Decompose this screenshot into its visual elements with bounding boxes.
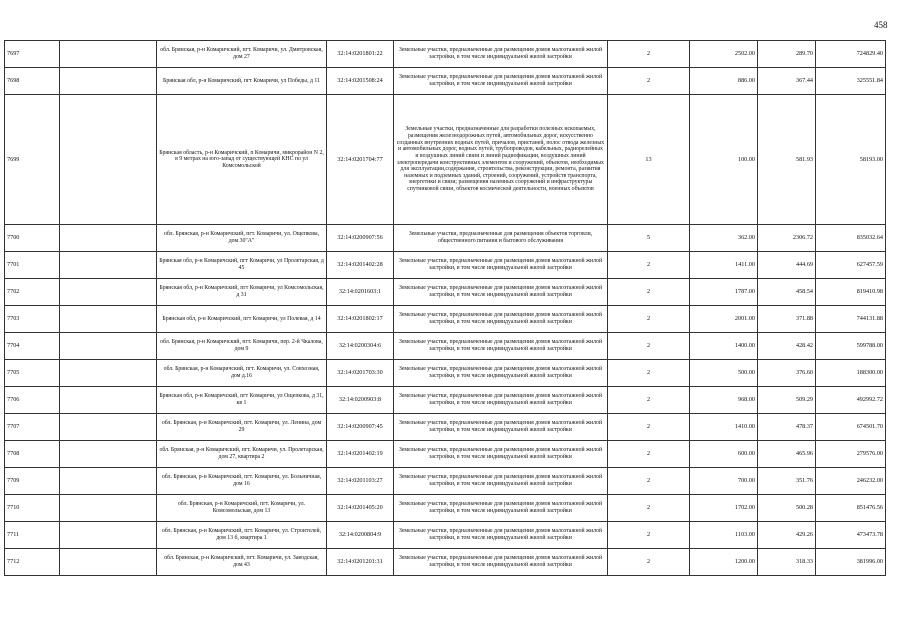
row-number: 7704 — [5, 333, 60, 360]
unit-price: 509.29 — [758, 387, 816, 414]
row-number: 7710 — [5, 495, 60, 522]
address-cell: Брянская обл, р-н Комаричский, пгт Комаричи, ул Комсомольская, д 31 — [157, 279, 327, 306]
land-use-type: Земельные участки, предназначенные для размещения объектов торговли, общественного питания и бытового обслуживания — [394, 225, 608, 252]
group-code: 2 — [608, 68, 690, 95]
blank-cell — [60, 68, 157, 95]
land-use-type: Земельные участки, предназначенные для размещения домов малоэтажной жилой застройки, в том числе индивидуальной жилой застройки — [394, 414, 608, 441]
area-value: 100.00 — [690, 95, 758, 225]
group-code: 2 — [608, 387, 690, 414]
blank-cell — [60, 225, 157, 252]
blank-cell — [60, 522, 157, 549]
blank-cell — [60, 468, 157, 495]
unit-price: 371.88 — [758, 306, 816, 333]
unit-price: 367.44 — [758, 68, 816, 95]
row-number: 7706 — [5, 387, 60, 414]
address-cell: обл. Брянская, р-н Комаричский, пгт. Комаричи, ул. Больничная, дом 16 — [157, 468, 327, 495]
cadastral-number: 32:14:0201703:30 — [327, 360, 394, 387]
area-value: 500.00 — [690, 360, 758, 387]
cadastral-value: 744131.88 — [816, 306, 886, 333]
group-code: 2 — [608, 306, 690, 333]
address-cell: обл. Брянская, р-н Комаричский, пгт. Комаричи, ул. Совхозная, дом д.16 — [157, 360, 327, 387]
table-row — [5, 68, 886, 95]
table-row — [5, 414, 886, 441]
land-use-type: Земельные участки, предназначенные для размещения домов малоэтажной жилой застройки, в том числе индивидуальной жилой застройки — [394, 522, 608, 549]
area-value: 700.00 — [690, 468, 758, 495]
group-code: 2 — [608, 441, 690, 468]
cadastral-value: 599788.00 — [816, 333, 886, 360]
group-code: 2 — [608, 522, 690, 549]
cadastral-number: 32:14:0201802:17 — [327, 306, 394, 333]
cadastral-value: 188300.00 — [816, 360, 886, 387]
cadastral-number: 32:14:0200907:45 — [327, 414, 394, 441]
cadastral-value: 279576.00 — [816, 441, 886, 468]
row-number: 7707 — [5, 414, 60, 441]
cadastral-value: 835032.64 — [816, 225, 886, 252]
group-code: 2 — [608, 360, 690, 387]
table-row — [5, 495, 886, 522]
row-number: 7702 — [5, 279, 60, 306]
area-value: 1787.00 — [690, 279, 758, 306]
area-value: 1411.00 — [690, 252, 758, 279]
cadastral-value: 724829.40 — [816, 41, 886, 68]
cadastral-number: 32:14:0201201:31 — [327, 549, 394, 576]
land-use-type: Земельные участки, предназначенные для размещения домов малоэтажной жилой застройки, в том числе индивидуальной жилой застройки — [394, 252, 608, 279]
unit-price: 478.37 — [758, 414, 816, 441]
cadastral-number: 32:14:0200907:56 — [327, 225, 394, 252]
area-value: 1200.00 — [690, 549, 758, 576]
blank-cell — [60, 549, 157, 576]
area-value: 2001.00 — [690, 306, 758, 333]
table-row — [5, 95, 886, 225]
address-cell: обл. Брянская, р-н Комаричский, пгт. Комаричи, ул. Ощепкова, дом 30"А" — [157, 225, 327, 252]
cadastral-value: 473473.78 — [816, 522, 886, 549]
row-number: 7699 — [5, 95, 60, 225]
blank-cell — [60, 495, 157, 522]
address-cell: Брянская обл, р-н Комаричский, пгт Комаричи, ул Полевая, д 14 — [157, 306, 327, 333]
cadastral-value: 381996.00 — [816, 549, 886, 576]
cadastral-number: 32:14:0201402:19 — [327, 441, 394, 468]
table-row — [5, 441, 886, 468]
address-cell: обл. Брянская, р-н Комаричский, пгт. Комаричи, пер. 2-й Чкалова, дом 9 — [157, 333, 327, 360]
cadastral-number: 32:14:0201103:27 — [327, 468, 394, 495]
group-code: 2 — [608, 41, 690, 68]
table-row — [5, 468, 886, 495]
area-value: 1410.00 — [690, 414, 758, 441]
cadastral-value: 627457.59 — [816, 252, 886, 279]
table-row — [5, 333, 886, 360]
address-cell: Брянская обл, р-н Комаричский, пгт Комаричи, ул Победы, д 11 — [157, 68, 327, 95]
address-cell: Брянская обл, р-н Комаричский, пгт Комаричи, ул Ощепкова, д 31, кв 1 — [157, 387, 327, 414]
cadastral-value: 325551.84 — [816, 68, 886, 95]
group-code: 2 — [608, 549, 690, 576]
land-use-type: Земельные участки, предназначенные для размещения домов малоэтажной жилой застройки, в том числе индивидуальной жилой застройки — [394, 68, 608, 95]
cadastral-number: 32:14:0201801:22 — [327, 41, 394, 68]
table-row — [5, 225, 886, 252]
table-row — [5, 522, 886, 549]
land-use-type: Земельные участки, предназначенные для размещения домов малоэтажной жилой застройки, в том числе индивидуальной жилой застройки — [394, 333, 608, 360]
blank-cell — [60, 306, 157, 333]
address-cell: обл. Брянская, р-н Комаричский, пгт. Комаричи, ул. Строителей, дом 13 б, квартира 1 — [157, 522, 327, 549]
row-number: 7709 — [5, 468, 60, 495]
cadastral-number: 32:14:0200903:8 — [327, 387, 394, 414]
land-use-type: Земельные участки, предназначенные для размещения домов малоэтажной жилой застройки, в том числе индивидуальной жилой застройки — [394, 441, 608, 468]
row-number: 7698 — [5, 68, 60, 95]
unit-price: 429.26 — [758, 522, 816, 549]
table-row — [5, 41, 886, 68]
cadastral-number: 32:14:0200804:9 — [327, 522, 394, 549]
address-cell: обл. Брянская, р-н Комаричский, пгт. Комаричи, ул. Дмитровская, дом 27 — [157, 41, 327, 68]
area-value: 968.00 — [690, 387, 758, 414]
land-use-type: Земельные участки, предназначенные для размещения домов малоэтажной жилой застройки, в том числе индивидуальной жилой застройки — [394, 549, 608, 576]
area-value: 886.00 — [690, 68, 758, 95]
table-row — [5, 306, 886, 333]
land-use-type: Земельные участки, предназначенные для размещения домов малоэтажной жилой застройки, в том числе индивидуальной жилой застройки — [394, 495, 608, 522]
blank-cell — [60, 441, 157, 468]
cadastral-number: 32:14:0201603:1 — [327, 279, 394, 306]
blank-cell — [60, 387, 157, 414]
cadastral-value: 492992.72 — [816, 387, 886, 414]
page-number: 458 — [874, 20, 888, 30]
address-cell: обл. Брянская, р-н Комаричский, пгт. Комаричи, ул. Ленина, дом 29 — [157, 414, 327, 441]
blank-cell — [60, 279, 157, 306]
unit-price: 289.70 — [758, 41, 816, 68]
blank-cell — [60, 252, 157, 279]
unit-price: 458.54 — [758, 279, 816, 306]
area-value: 600.00 — [690, 441, 758, 468]
unit-price: 376.60 — [758, 360, 816, 387]
unit-price: 581.93 — [758, 95, 816, 225]
cadastral-value: 246232.00 — [816, 468, 886, 495]
land-use-type: Земельные участки, предназначенные для размещения домов малоэтажной жилой застройки, в том числе индивидуальной жилой застройки — [394, 279, 608, 306]
group-code: 2 — [608, 279, 690, 306]
address-cell: обл. Брянская, р-н Комаричский, пгт. Комаричи, ул. Пролетарская, дом 27, квартира 2 — [157, 441, 327, 468]
table-row — [5, 279, 886, 306]
land-registry-table — [4, 40, 886, 576]
group-code: 2 — [608, 333, 690, 360]
cadastral-value: 674501.70 — [816, 414, 886, 441]
row-number: 7708 — [5, 441, 60, 468]
area-value: 1103.00 — [690, 522, 758, 549]
area-value: 1400.00 — [690, 333, 758, 360]
unit-price: 351.76 — [758, 468, 816, 495]
cadastral-value: 819410.98 — [816, 279, 886, 306]
cadastral-number: 32:14:0201405:20 — [327, 495, 394, 522]
table-row — [5, 252, 886, 279]
table-row — [5, 387, 886, 414]
unit-price: 444.69 — [758, 252, 816, 279]
row-number: 7712 — [5, 549, 60, 576]
row-number: 7697 — [5, 41, 60, 68]
group-code: 2 — [608, 468, 690, 495]
land-use-type: Земельные участки, предназначенные для размещения домов малоэтажной жилой застройки, в том числе индивидуальной жилой застройки — [394, 387, 608, 414]
unit-price: 428.42 — [758, 333, 816, 360]
address-cell: Брянская область, р-н Комаричский, п Комаричи, микрорайон N 2, в 9 метрах на юго-запад от существующей КНС по ул Комсомольской — [157, 95, 327, 225]
row-number: 7711 — [5, 522, 60, 549]
address-cell: обл. Брянская, р-н Комаричский, пгт. Комаричи, ул. Комсомольская, дом 13 — [157, 495, 327, 522]
table-row — [5, 549, 886, 576]
land-use-type: Земельные участки, предназначенные для размещения домов малоэтажной жилой застройки, в том числе индивидуальной жилой застройки — [394, 360, 608, 387]
group-code: 2 — [608, 414, 690, 441]
blank-cell — [60, 333, 157, 360]
unit-price: 2306.72 — [758, 225, 816, 252]
land-use-type: Земельные участки, предназначенные для размещения домов малоэтажной жилой застройки, в том числе индивидуальной жилой застройки — [394, 306, 608, 333]
cadastral-number: 32:14:0201704:77 — [327, 95, 394, 225]
cadastral-number: 32:14:0201508:24 — [327, 68, 394, 95]
address-cell: Брянская обл, р-н Комаричский, пгт Комаричи, ул Пролетарская, д 45 — [157, 252, 327, 279]
blank-cell — [60, 360, 157, 387]
group-code: 2 — [608, 252, 690, 279]
cadastral-value: 851476.56 — [816, 495, 886, 522]
area-value: 2502.00 — [690, 41, 758, 68]
unit-price: 465.96 — [758, 441, 816, 468]
group-code: 13 — [608, 95, 690, 225]
blank-cell — [60, 95, 157, 225]
land-use-type: Земельные участки, предназначенные для размещения домов малоэтажной жилой застройки, в том числе индивидуальной жилой застройки — [394, 468, 608, 495]
row-number: 7703 — [5, 306, 60, 333]
group-code: 5 — [608, 225, 690, 252]
land-use-type: Земельные участки, предназначенные для размещения домов малоэтажной жилой застройки, в том числе индивидуальной жилой застройки — [394, 41, 608, 68]
cadastral-number: 32:14:0200304:6 — [327, 333, 394, 360]
blank-cell — [60, 41, 157, 68]
area-value: 362.00 — [690, 225, 758, 252]
row-number: 7700 — [5, 225, 60, 252]
address-cell: обл. Брянская, р-н Комаричский, пгт. Комаричи, ул. Заводская, дом 43 — [157, 549, 327, 576]
cadastral-value: 58193.00 — [816, 95, 886, 225]
unit-price: 318.33 — [758, 549, 816, 576]
cadastral-number: 32:14:0201402:28 — [327, 252, 394, 279]
unit-price: 500.28 — [758, 495, 816, 522]
row-number: 7701 — [5, 252, 60, 279]
group-code: 2 — [608, 495, 690, 522]
area-value: 1702.00 — [690, 495, 758, 522]
table-body — [5, 41, 886, 576]
row-number: 7705 — [5, 360, 60, 387]
land-use-type: Земельные участки, предназначенные для разработки полезных ископаемых, размещения железнодорожных путей, автомобильных дорог, искусственно созданных внутренних водных путей, причалов, пристаней, полос отвода железных и автомобильных дорог, водных путей, трубопроводов, кабельных, радиорелейных и воздушных линий связи и линий радиофикации, воздушных линий электропередачи конструктивных элементов и сооружений, объектов, необходимых для эксплуатации,содержания, строительства, реконструкции, ремонта, развития наземных и подземных зданий, строений, сооружений, устройств транспорта, энергетики и связи; размещения наземных сооружений и инфраструктуры спутниковой связи, объектов космической деятельности, военных объектов — [394, 95, 608, 225]
table-row — [5, 360, 886, 387]
blank-cell — [60, 414, 157, 441]
